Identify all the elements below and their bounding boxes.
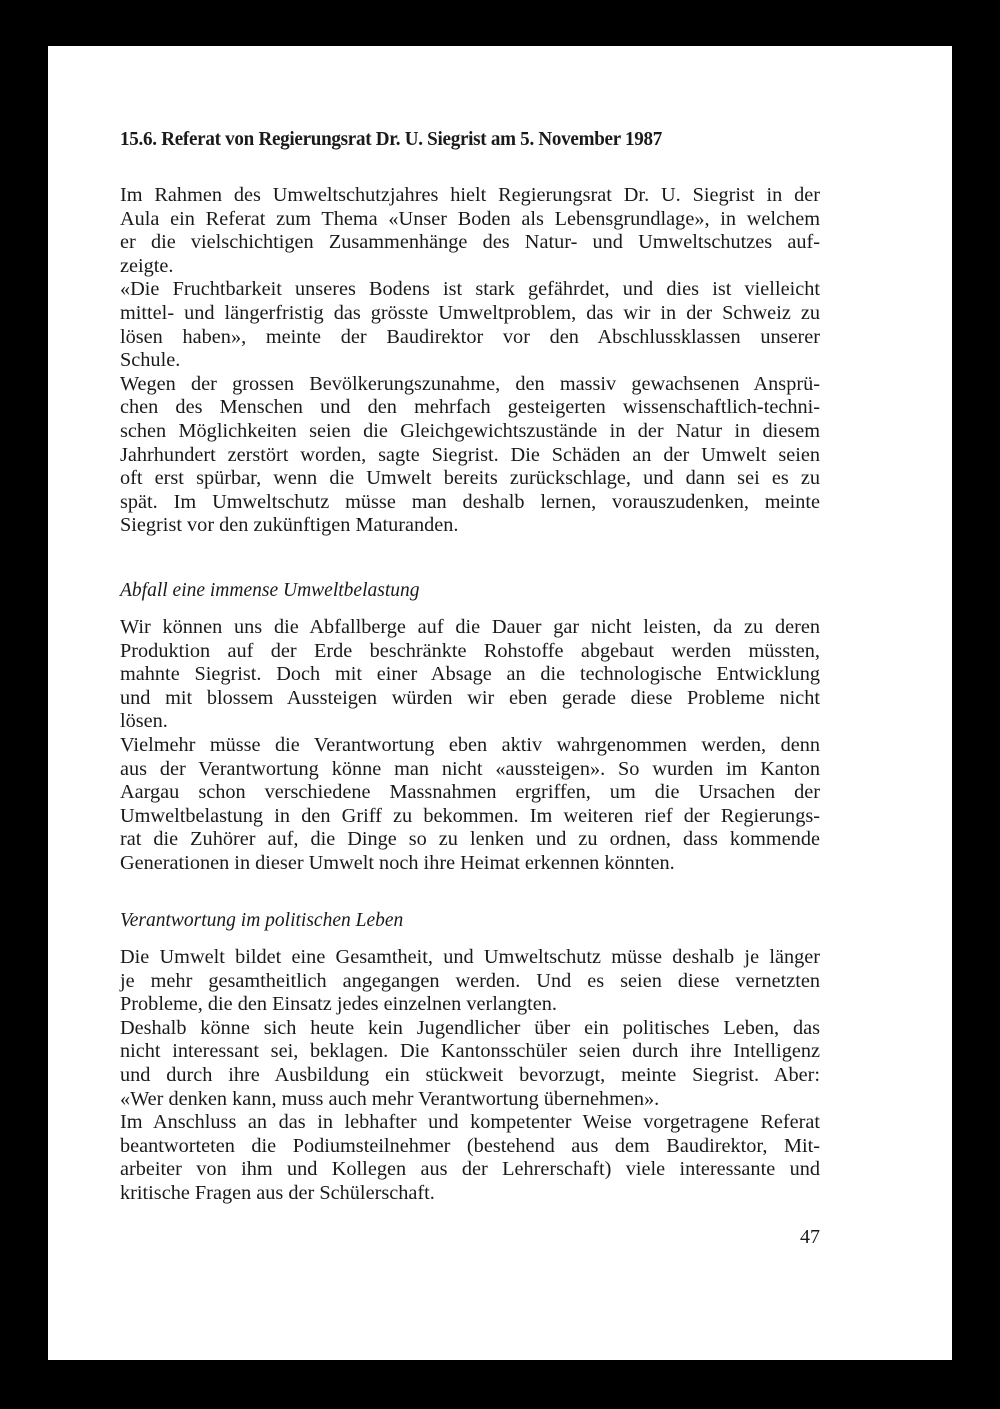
paragraph: [120, 184, 820, 278]
text-line: «Die Fruchtbarkeit unseres Bodens ist stark gefährdet, und dies ist vielleicht: [120, 278, 820, 301]
section-3-body: [120, 946, 820, 1206]
text-line: lösen haben», meinte der Baudirektor vor den Abschlussklassen unserer: [120, 325, 820, 348]
text-line: Produktion auf der Erde beschränkte Rohstoffe abgebaut werden müssten,: [120, 639, 820, 662]
subheading-verantwortung: Verantwortung im politischen Leben: [120, 910, 404, 931]
text-line: Probleme, die den Einsatz jedes einzelnen verlangten.: [120, 993, 558, 1016]
section-title: 15.6. Referat von Regierungsrat Dr. U. Siegrist am 5. November 1987: [120, 128, 663, 150]
paragraph: [120, 1111, 820, 1205]
section-1-body: [120, 184, 820, 538]
subheading-abfall: Abfall eine immense Umweltbelastung: [120, 580, 420, 601]
text-line: mittel- und längerfristig das grösste Umweltproblem, das wir in der Schweiz zu: [120, 301, 820, 324]
text-line: rat die Zuhörer auf, die Dinge so zu lenken und zu ordnen, dass kommende: [120, 828, 820, 851]
text-line: Vielmehr müsse die Verantwortung eben aktiv wahrgenommen werden, denn: [120, 733, 820, 756]
text-line: Wir können uns die Abfallberge auf die Dauer gar nicht leisten, da zu deren: [120, 616, 820, 638]
text-line: arbeiter von ihm und Kollegen aus der Lehrerschaft) viele interessante und: [120, 1158, 820, 1181]
text-line: spät. Im Umweltschutz müsse man deshalb lernen, vorauszudenken, meinte: [120, 490, 820, 513]
text-line: je mehr gesamtheitlich angegangen werden. Und es seien diese vernetzten: [120, 969, 820, 992]
section-2-body: [120, 616, 820, 876]
text-line: Generationen in dieser Umwelt noch ihre Heimat erkennen könnten.: [120, 851, 675, 874]
text-line: Siegrist vor den zukünftigen Maturanden.: [120, 514, 459, 537]
text-line: Im Anschluss an das in lebhafter und kompetenter Weise vorgetragene Referat: [120, 1111, 820, 1134]
text-line: oft erst spürbar, wenn die Umwelt bereits zurückschlage, und dann sei es zu: [120, 467, 820, 490]
text-line: lösen.: [120, 710, 168, 733]
paragraph: [120, 373, 820, 538]
text-line: Umweltbelastung in den Griff zu bekommen. Im weiteren rief der Regierungs-: [120, 804, 820, 827]
text-line: nicht interessant sei, beklagen. Die Kantonsschüler seien durch ihre Intelligenz: [120, 1040, 820, 1063]
text-line: Wegen der grossen Bevölkerungszunahme, den massiv gewachsenen Ansprü-: [120, 372, 820, 395]
text-line: schen Möglichkeiten seien die Gleichgewichtszustände in der Natur in diesem: [120, 419, 820, 442]
text-line: mahnte Siegrist. Doch mit einer Absage an die technologische Entwicklung: [120, 663, 820, 686]
text-line: Deshalb könne sich heute kein Jugendlicher über ein politisches Leben, das: [120, 1016, 820, 1039]
text-line: Die Umwelt bildet eine Gesamtheit, und Umweltschutz müsse deshalb je länger: [120, 946, 820, 968]
text-line: «Wer denken kann, muss auch mehr Verantwortung übernehmen».: [120, 1087, 660, 1110]
text-line: zeigte.: [120, 254, 174, 277]
page-number: 47: [800, 1226, 820, 1248]
text-line: Jahrhundert zerstört worden, sagte Siegrist. Die Schäden an der Umwelt seien: [120, 443, 820, 466]
text-line: beantworteten die Podiumsteilnehmer (bestehend aus dem Baudirektor, Mit-: [120, 1134, 820, 1157]
text-line: aus der Verantwortung könne man nicht «aussteigen». So wurden im Kanton: [120, 757, 820, 780]
paragraph: [120, 946, 820, 1017]
text-line: Im Rahmen des Umweltschutzjahres hielt Regierungsrat Dr. U. Siegrist in der: [120, 184, 820, 206]
text-line: Aargau schon verschiedene Massnahmen ergriffen, um die Ursachen der: [120, 781, 820, 804]
text-line: und durch ihre Ausbildung ein stückweit bevorzugt, meinte Siegrist. Aber:: [120, 1063, 820, 1086]
text-line: und mit blossem Aussteigen würden wir eben gerade diese Probleme nicht: [120, 686, 820, 709]
paragraph: [120, 1017, 820, 1111]
paragraph: [120, 734, 820, 876]
text-line: kritische Fragen aus der Schülerschaft.: [120, 1181, 435, 1204]
text-line: Schule.: [120, 349, 181, 372]
paragraph: [120, 616, 820, 734]
paragraph: [120, 278, 820, 372]
text-line: Aula ein Referat zum Thema «Unser Boden als Lebensgrundlage», in welchem: [120, 207, 820, 230]
text-line: chen des Menschen und den mehrfach gesteigerten wissenschaftlich-techni-: [120, 396, 820, 419]
text-line: er die vielschichtigen Zusammenhänge des Natur- und Umweltschutzes auf-: [120, 231, 820, 254]
